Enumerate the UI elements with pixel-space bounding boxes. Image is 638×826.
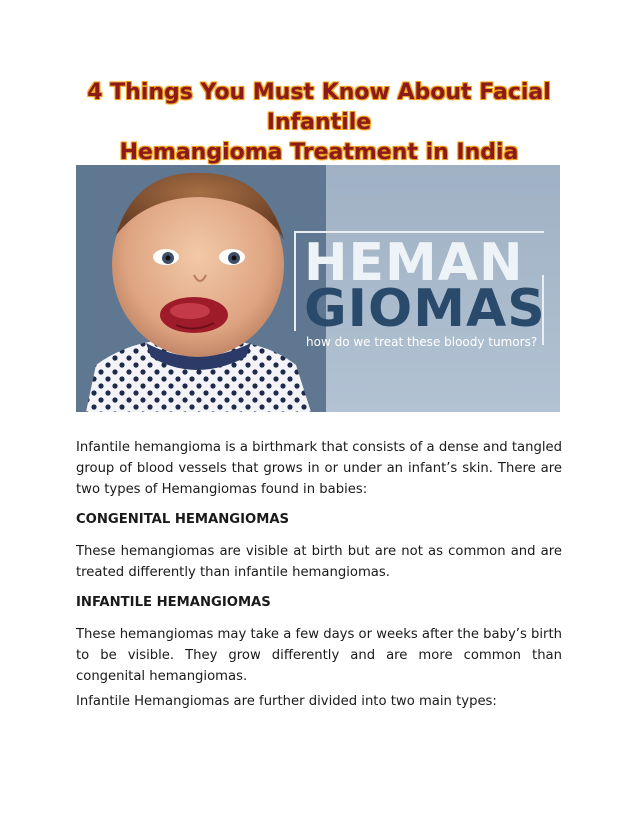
congenital-paragraph: These hemangiomas are visible at birth but are not as common and are treated differently than infantile hemangiomas. bbox=[76, 544, 562, 580]
hero-tagline: how do we treat these bloody tumors? bbox=[306, 335, 538, 349]
frame-line bbox=[294, 231, 296, 331]
heading-congenital: CONGENITAL HEMANGIOMAS bbox=[76, 512, 290, 527]
title-line-1: 4 Things You Must Know About Facial Infantile bbox=[87, 80, 551, 135]
types-paragraph: Infantile Hemangiomas are further divided into two main types: bbox=[76, 694, 497, 709]
infantile-paragraph: These hemangiomas may take a few days or weeks after the baby’s birth to be visible. They grow differently and are more common than congenital hemangiomas. bbox=[76, 627, 563, 684]
intro-paragraph: Infantile hemangioma is a birthmark that consists of a dense and tangled group of blood vessels that grows in or under an infant’s skin. There are two types of Hemangiomas found in babies: bbox=[76, 440, 562, 497]
hero-word-giomas: GIOMAS bbox=[304, 279, 546, 339]
heading-infantile: INFANTILE HEMANGIOMAS bbox=[76, 595, 271, 610]
hero-word-heman: HEMAN bbox=[304, 233, 524, 293]
hero-image bbox=[76, 165, 560, 412]
baby-photo bbox=[76, 165, 326, 412]
document-body bbox=[76, 437, 562, 712]
title-line-2: Hemangioma Treatment in India bbox=[119, 140, 519, 165]
document-title bbox=[40, 78, 598, 168]
